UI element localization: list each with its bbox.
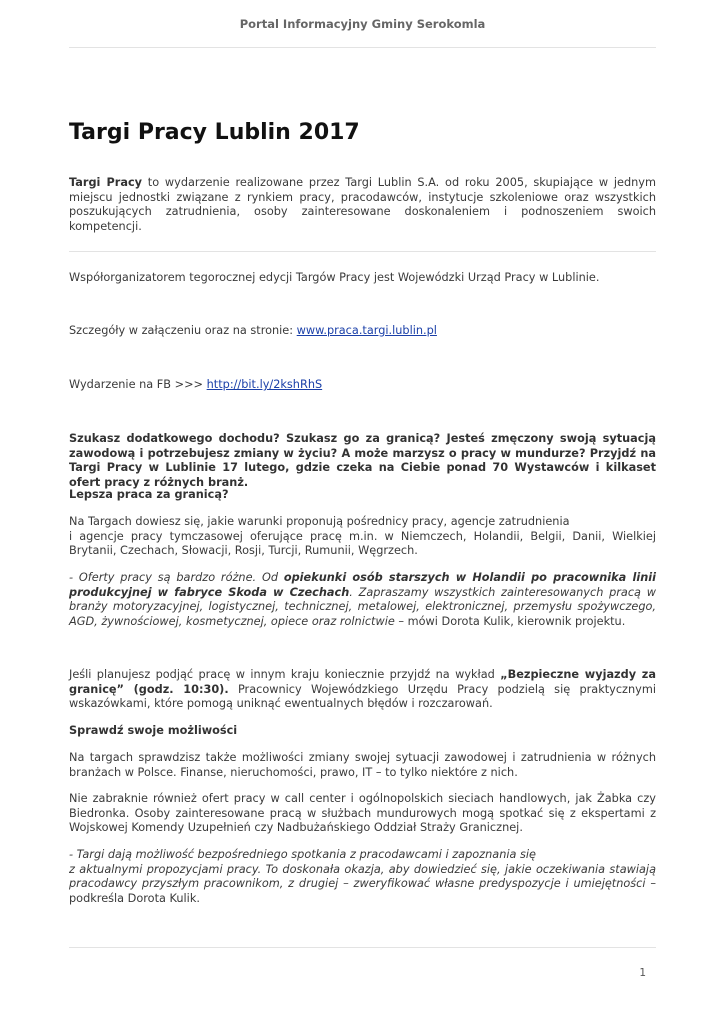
page-title: Targi Pracy Lublin 2017 [69, 120, 360, 145]
quote1-start: - Oferty pracy są bardzo różne. Od [69, 571, 284, 584]
lecture-text: Pracownicy Wojewódzkiego Urzędu Pracy podzielą się praktycznymi wskazówkami, które pomogą uniknąć ewentualnych błędów i rozczarowań. [69, 682, 656, 711]
callcenter-paragraph: Nie zabraknie również ofert pracy w call center i ogólnopolskich sieciach handlowych, jak Żabka czy Biedronka. Osoby zainteresowane pracą w służbach mundurowych mogą spotkać się z ekspertami z Wojskowej Komendy Uzupełnień czy Nadbużańskiego Oddział Straży Granicznej. [69, 792, 656, 835]
quote1-bold: opiekunki osób starszych w Holandii po pracownika linii produkcyjnej w fabryce Skoda w Czechach [69, 571, 656, 599]
footer-divider [69, 947, 656, 948]
quote2-text: z aktualnymi propozycjami pracy. To doskonała okazja, aby dowiedzieć się, jakie oczekiwania stawiają pracodawcy przyszłym pracownikom, z drugiej – zweryfikować własne predyspozycje i umiejętności [69, 862, 656, 891]
abroad-line-2: i agencje pracy tymczasowej oferujące pracę m.in. w Niemczech, Holandii, Belgii, Danii, Wielkiej Brytanii, Czechach, Słowacji, Rosji, Turcji, Rumunii, Węgrzech. [69, 529, 656, 558]
lecture-title: „Bezpieczne wyjazdy za granicę” (godz. 10:30). [69, 668, 656, 696]
quote2-line-1: - Targi dają możliwość bezpośredniego spotkania z pracodawcami i zapoznania się [69, 848, 536, 861]
abroad-line-1: Na Targach dowiesz się, jakie warunki proponują pośrednicy pracy, agencje zatrudnienia [69, 515, 570, 528]
quote-targi [69, 848, 656, 906]
intro-bold: Targi Pracy [69, 176, 143, 189]
check-paragraph: Na targach sprawdzisz także możliwości zmiany swojej sytuacji zawodowej i zatrudnienia w różnych branżach w Polsce. Finanse, nieruchomości, prawo, IT – to tylko niektóre z nich. [69, 751, 656, 779]
section-divider [69, 251, 656, 252]
quote1-attribution: – mówi Dorota Kulik, kierownik projektu. [394, 614, 626, 628]
page-number: 1 [639, 967, 646, 979]
quote1-text: . Zapraszamy wszystkich zainteresowanych pracą w branży motoryzacyjnej, logistycznej, technicznej, metalowej, elektronicznej, przemysłu spożywczego, AGD, żywnościowej, kosmetycznej, opiece oraz rolnictwie [69, 585, 656, 628]
site-header: Portal Informacyjny Gminy Serokomla [239, 17, 486, 31]
lecture-paragraph [69, 668, 656, 712]
fb-text: Wydarzenie na FB >>> [69, 378, 207, 391]
fb-paragraph [69, 378, 656, 393]
quote-oferty [69, 571, 656, 629]
intro-text: to wydarzenie realizowane przez Targi Lublin S.A. od roku 2005, skupiające w jednym miejscu jednostki związane z rynkiem pracy, pracodawców, instytucje szkoleniowe oraz wszystkich poszukujących zatrudnienia, osoby zainteresowane doskonaleniem i podnoszeniem swoich kompetencji. [69, 176, 656, 233]
intro-paragraph [69, 176, 656, 234]
quote2-attribution: – podkreśla Dorota Kulik. [69, 877, 656, 905]
coorganizer-paragraph: Współorganizatorem tegorocznej edycji Targów Pracy jest Wojewódzki Urząd Pracy w Lublinie. [69, 271, 600, 284]
heading-abroad: Lepsza praca za granicą? [69, 488, 229, 501]
heading-check: Sprawdź swoje możliwości [69, 724, 238, 737]
fb-link[interactable]: http://bit.ly/2kshRhS [206, 378, 323, 391]
lecture-start: Jeśli planujesz podjąć pracę w innym kraju koniecznie przyjdź na wykład [69, 668, 501, 681]
details-link[interactable]: www.praca.targi.lublin.pl [296, 324, 437, 337]
details-text: Szczegóły w załączeniu oraz na stronie: [69, 324, 297, 337]
header-divider [69, 47, 656, 48]
lead-paragraph: Szukasz dodatkowego dochodu? Szukasz go za granicą? Jesteś zmęczony swoją sytuacją zawodową i potrzebujesz zmiany w życiu? A może marzysz o pracy w mundurze? Przyjdź na Targi Pracy w Lublinie 17 lutego, gdzie czeka na Ciebie ponad 70 Wystawców i kilkaset ofert pracy z różnych branż. [69, 432, 656, 489]
details-paragraph [69, 324, 656, 339]
abroad-paragraph [69, 515, 656, 559]
